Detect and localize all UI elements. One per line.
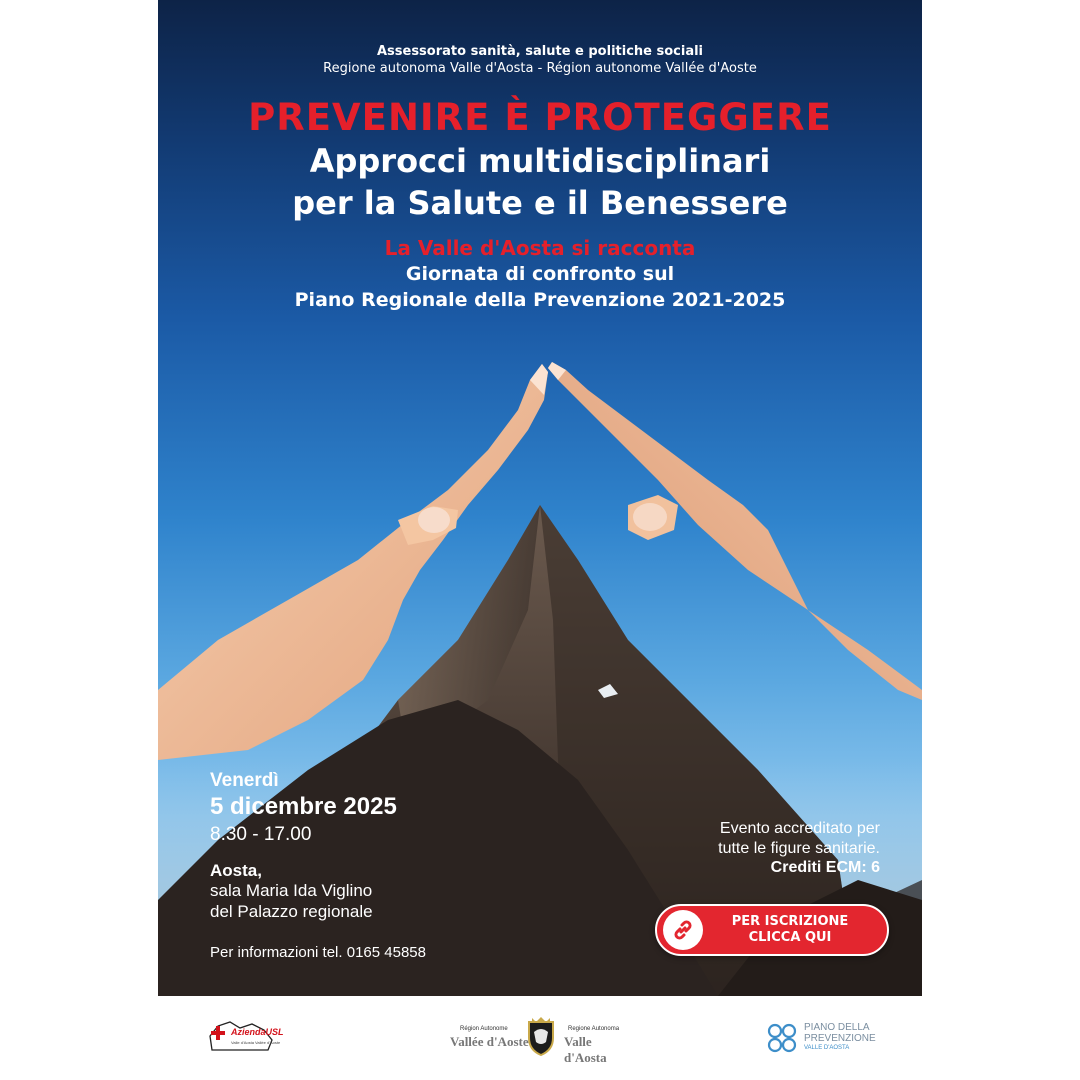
headline: PREVENIRE È PROTEGGERE	[248, 96, 832, 139]
usl-logo-text: AziendaUSL	[231, 1027, 284, 1037]
regione-logo	[446, 1016, 636, 1065]
event-day: Venerdì	[210, 770, 279, 791]
cta-line-1: PER ISCRIZIONE	[731, 914, 849, 929]
region-small-fr: Région Autonome	[460, 1026, 508, 1032]
event-tagline: La Valle d'Aosta si racconta	[384, 236, 696, 260]
piano-line-3: VALLE D'AOSTA	[804, 1045, 850, 1051]
accreditation-line-1: Evento accreditato per	[719, 820, 880, 837]
event-poster	[158, 0, 922, 996]
usl-logo-subtext: Valle d'Aosta Vallée d'Aoste	[231, 1040, 281, 1045]
piano-prevenzione-icon	[764, 1020, 800, 1056]
event-description-line-1: Giornata di confronto sul	[405, 263, 675, 285]
event-date: 5 dicembre 2025	[210, 793, 397, 820]
piano-line-1: PIANO DELLA	[804, 1022, 870, 1033]
assessorato-label: Assessorato sanità, salute e politiche sociali	[376, 44, 704, 59]
accreditation-line-2: tutte le figure sanitarie.	[718, 840, 880, 857]
piano-line-2: PREVENZIONE	[804, 1033, 876, 1044]
subtitle-line-2: per la Salute e il Benessere	[292, 184, 788, 222]
contact-phone: Per informazioni tel. 0165 45858	[210, 944, 426, 961]
region-big-fr: Vallée d'Aoste	[450, 1034, 529, 1049]
partner-logos	[0, 996, 1080, 1080]
piano-prevenzione-logo	[764, 1020, 884, 1060]
region-big-it: Valle d'Aosta	[564, 1034, 607, 1065]
registration-button-label	[703, 914, 887, 946]
event-time: 8.30 - 17.00	[210, 824, 312, 845]
subtitle-line-1: Approcci multidisciplinari	[309, 142, 771, 180]
venue-line-2: del Palazzo regionale	[210, 902, 373, 921]
link-icon	[663, 910, 703, 950]
region-shield-icon	[526, 1016, 556, 1056]
region-label: Regione autonoma Valle d'Aosta - Région autonome Vallée d'Aoste	[323, 61, 757, 76]
ecm-credits: Crediti ECM: 6	[770, 859, 880, 876]
cta-line-2: CLICCA QUI	[748, 930, 832, 945]
registration-button[interactable]	[655, 904, 889, 956]
venue-line-1: sala Maria Ida Viglino	[210, 881, 373, 900]
region-small-it: Regione Autonoma	[568, 1026, 620, 1032]
event-description-line-2: Piano Regionale della Prevenzione 2021-2025	[294, 289, 786, 311]
event-city: Aosta,	[210, 861, 262, 880]
